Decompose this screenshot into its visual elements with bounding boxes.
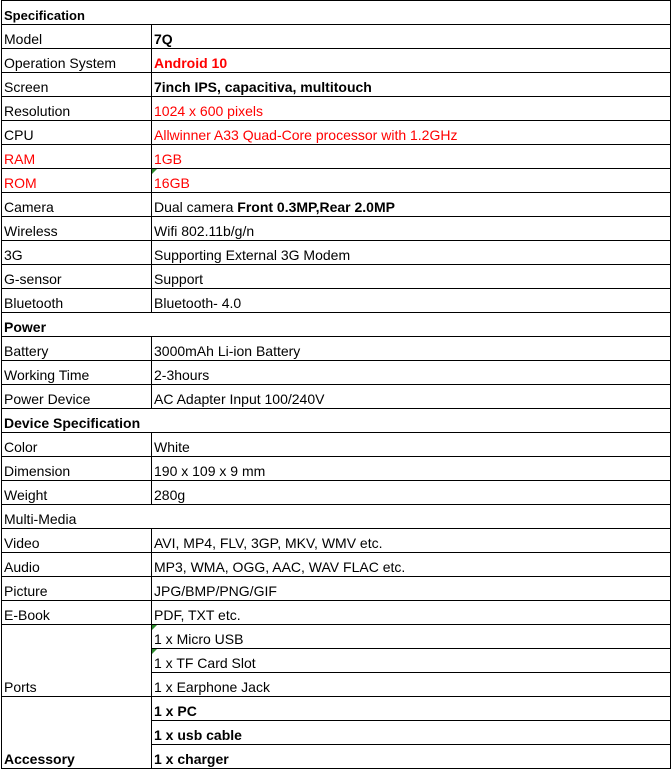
spec-row-3g (2, 241, 671, 265)
label-ports: Ports (2, 625, 152, 697)
value-video: AVI, MP4, FLV, 3GP, MKV, WMV etc. (152, 529, 671, 553)
value-weight: 280g (152, 481, 671, 505)
spec-row-working-time (2, 361, 671, 385)
spec-row-rom (2, 169, 671, 193)
value-ports-item-text: 1 x Micro USB (154, 631, 244, 647)
value-camera-prefix: Dual camera (154, 199, 238, 215)
value-screen: 7inch IPS, capacitiva, multitouch (152, 73, 671, 97)
label-weight: Weight (2, 481, 152, 505)
value-model: 7Q (152, 25, 671, 49)
value-os: Android 10 (152, 49, 671, 73)
value-ebook: PDF, TXT etc. (152, 601, 671, 625)
spec-row-model (2, 25, 671, 49)
label-resolution: Resolution (2, 97, 152, 121)
value-resolution: 1024 x 600 pixels (152, 97, 671, 121)
section-power: Power (2, 313, 671, 337)
spec-row-ports-1 (2, 625, 671, 649)
label-accessory: Accessory (2, 697, 152, 769)
value-battery: 3000mAh Li-ion Battery (152, 337, 671, 361)
label-dimension: Dimension (2, 457, 152, 481)
spec-row-battery (2, 337, 671, 361)
spec-row-cpu (2, 121, 671, 145)
section-row-specification (2, 1, 671, 25)
spec-row-bluetooth (2, 289, 671, 313)
spec-row-color (2, 433, 671, 457)
spec-row-ram (2, 145, 671, 169)
label-ram: RAM (2, 145, 152, 169)
value-rom-text: 16GB (154, 175, 190, 191)
spec-row-screen (2, 73, 671, 97)
section-device-spec: Device Specification (2, 409, 671, 433)
label-3g: 3G (2, 241, 152, 265)
label-os: Operation System (2, 49, 152, 73)
spec-row-accessory-1 (2, 697, 671, 721)
spec-row-picture (2, 577, 671, 601)
value-ports-item (152, 625, 671, 649)
value-camera-detail: Front 0.3MP,Rear 2.0MP (237, 199, 395, 215)
comment-marker-icon (152, 625, 157, 630)
value-accessory-item: 1 x charger (152, 745, 671, 769)
section-row-power (2, 313, 671, 337)
spec-row-audio (2, 553, 671, 577)
value-ports-item (152, 649, 671, 673)
section-row-device-spec (2, 409, 671, 433)
label-wireless: Wireless (2, 217, 152, 241)
spec-row-power-device (2, 385, 671, 409)
spec-row-dimension (2, 457, 671, 481)
section-specification: Specification (2, 1, 671, 25)
value-bluetooth: Bluetooth- 4.0 (152, 289, 671, 313)
value-3g: Supporting External 3G Modem (152, 241, 671, 265)
value-accessory-item: 1 x usb cable (152, 721, 671, 745)
spec-row-gsensor (2, 265, 671, 289)
section-row-multimedia (2, 505, 671, 529)
spec-row-os (2, 49, 671, 73)
label-bluetooth: Bluetooth (2, 289, 152, 313)
label-ebook: E-Book (2, 601, 152, 625)
spec-row-resolution (2, 97, 671, 121)
label-screen: Screen (2, 73, 152, 97)
value-power-device: AC Adapter Input 100/240V (152, 385, 671, 409)
label-video: Video (2, 529, 152, 553)
label-working-time: Working Time (2, 361, 152, 385)
value-wireless: Wifi 802.11b/g/n (152, 217, 671, 241)
label-model: Model (2, 25, 152, 49)
comment-marker-icon (152, 169, 157, 174)
value-ram: 1GB (152, 145, 671, 169)
spec-row-weight (2, 481, 671, 505)
spec-row-camera (2, 193, 671, 217)
value-audio: MP3, WMA, OGG, AAC, WAV FLAC etc. (152, 553, 671, 577)
value-ports-item: 1 x Earphone Jack (152, 673, 671, 697)
value-picture: JPG/BMP/PNG/GIF (152, 577, 671, 601)
value-gsensor: Support (152, 265, 671, 289)
spec-row-ebook (2, 601, 671, 625)
spec-row-wireless (2, 217, 671, 241)
value-working-time: 2-3hours (152, 361, 671, 385)
specification-table (1, 0, 671, 769)
value-cpu: Allwinner A33 Quad-Core processor with 1.2GHz (152, 121, 671, 145)
section-multimedia: Multi-Media (2, 505, 671, 529)
label-audio: Audio (2, 553, 152, 577)
label-color: Color (2, 433, 152, 457)
label-gsensor: G-sensor (2, 265, 152, 289)
value-dimension: 190 x 109 x 9 mm (152, 457, 671, 481)
comment-marker-icon (152, 649, 157, 654)
value-camera (152, 193, 671, 217)
label-camera: Camera (2, 193, 152, 217)
label-battery: Battery (2, 337, 152, 361)
label-picture: Picture (2, 577, 152, 601)
label-cpu: CPU (2, 121, 152, 145)
value-accessory-item: 1 x PC (152, 697, 671, 721)
spec-row-video (2, 529, 671, 553)
value-rom (152, 169, 671, 193)
value-color: White (152, 433, 671, 457)
value-ports-item-text: 1 x TF Card Slot (154, 655, 256, 671)
label-rom: ROM (2, 169, 152, 193)
label-power-device: Power Device (2, 385, 152, 409)
